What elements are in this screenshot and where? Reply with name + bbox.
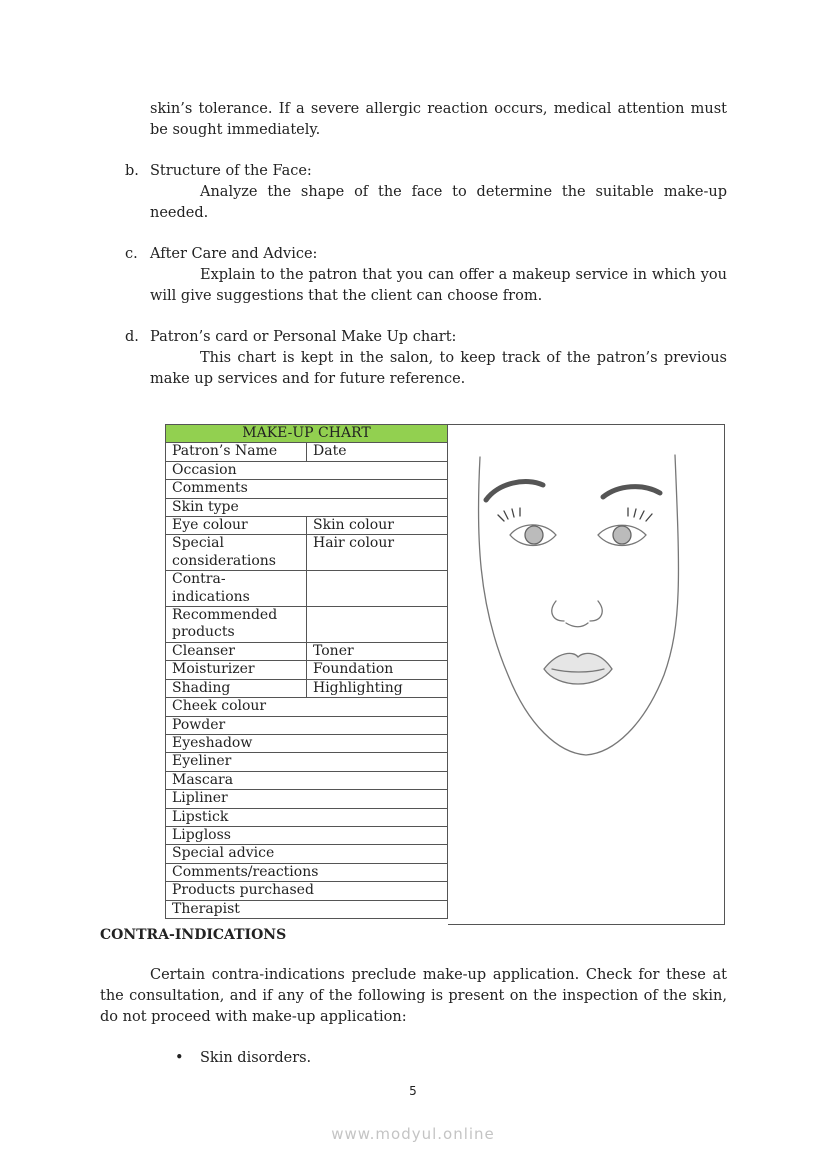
chart-cell: Cleanser: [166, 642, 307, 660]
contra-paragraph: Certain contra-indications preclude make-up application. Check for these at the consultation, and if any of the following is present on the inspection of the skin, do not proceed with make-up application:: [100, 967, 727, 1025]
chart-row: [166, 900, 448, 918]
chart-cell: Contra-indications: [166, 571, 307, 607]
chart-cell: Lipgloss: [166, 826, 448, 844]
chart-cell: Lipliner: [166, 790, 448, 808]
chart-cell: Skin type: [166, 498, 448, 516]
chart-cell: Skin colour: [307, 517, 448, 535]
chart-cell: Foundation: [307, 661, 448, 679]
chart-cell: [307, 571, 448, 607]
chart-cell: Date: [307, 443, 448, 461]
chart-row: [166, 498, 448, 516]
makeup-chart-table: [165, 424, 448, 919]
chart-row: [166, 535, 448, 571]
chart-cell: Cheek colour: [166, 698, 448, 716]
watermark: www.modyul.online: [331, 1125, 495, 1143]
chart-cell: Comments: [166, 480, 448, 498]
chart-row: [166, 826, 448, 844]
chart-cell: Highlighting: [307, 679, 448, 697]
face-outline: [478, 455, 678, 755]
item-title: After Care and Advice:: [150, 246, 318, 262]
chart-cell: Special advice: [166, 845, 448, 863]
intro-paragraph: skin’s tolerance. If a severe allergic reaction occurs, medical attention must be sought immediately.: [150, 101, 727, 138]
chart-cell: Lipstick: [166, 808, 448, 826]
chart-header-row: [166, 425, 448, 443]
chart-cell: Patron’s Name: [166, 443, 307, 461]
left-lashes: [498, 508, 520, 521]
chart-row: [166, 771, 448, 789]
chart-cell: Special considerations: [166, 535, 307, 571]
chart-row: [166, 661, 448, 679]
chart-row: [166, 845, 448, 863]
chart-row: [166, 790, 448, 808]
chart-row: [166, 443, 448, 461]
chart-row: [166, 863, 448, 881]
chart-cell: Eyeliner: [166, 753, 448, 771]
chart-row: [166, 679, 448, 697]
chart-cell: Hair colour: [307, 535, 448, 571]
item-letter: b.: [125, 163, 139, 179]
right-eyebrow: [603, 487, 660, 497]
chart-row: [166, 753, 448, 771]
chart-cell: Therapist: [166, 900, 448, 918]
right-iris: [613, 526, 631, 544]
bullet-item: [175, 1048, 311, 1069]
page-number: 5: [409, 1084, 417, 1098]
chart-row: [166, 734, 448, 752]
chart-row: [166, 461, 448, 479]
item-title: Structure of the Face:: [150, 163, 312, 179]
chart-cell: Mascara: [166, 771, 448, 789]
bullet-dot: •: [175, 1050, 184, 1066]
face-drawing: [448, 425, 724, 924]
chart-row: [166, 808, 448, 826]
right-lashes: [628, 508, 652, 521]
bullet-text: Skin disorders.: [200, 1050, 312, 1066]
chart-cell: Eyeshadow: [166, 734, 448, 752]
chart-row: [166, 698, 448, 716]
chart-row: [166, 480, 448, 498]
chart-cell: Recommended products: [166, 607, 307, 643]
chart-cell: [307, 607, 448, 643]
left-iris: [525, 526, 543, 544]
item-title: Patron’s card or Personal Make Up chart:: [150, 329, 457, 345]
chart-row: [166, 571, 448, 607]
face-diagram: [448, 424, 725, 925]
chart-cell: Eye colour: [166, 517, 307, 535]
chart-row: [166, 517, 448, 535]
chart-cell: Powder: [166, 716, 448, 734]
chart-row: [166, 642, 448, 660]
item-letter: c.: [125, 246, 138, 262]
item-body: This chart is kept in the salon, to keep track of the patron’s previous make up services and for future reference.: [150, 350, 727, 387]
lips: [544, 653, 612, 684]
chart-cell: Comments/reactions: [166, 863, 448, 881]
chart-row: [166, 607, 448, 643]
chart-row: [166, 716, 448, 734]
chart-cell: Occasion: [166, 461, 448, 479]
chart-cell: Shading: [166, 679, 307, 697]
chart-cell: Products purchased: [166, 882, 448, 900]
left-eyebrow: [486, 481, 543, 500]
item-letter: d.: [125, 329, 139, 345]
chart-cell: Moisturizer: [166, 661, 307, 679]
contra-indications-heading: CONTRA-INDICATIONS: [100, 927, 287, 943]
nose: [552, 601, 602, 627]
item-body: Analyze the shape of the face to determine the suitable make-up needed.: [150, 184, 727, 221]
chart-cell: Toner: [307, 642, 448, 660]
chart-title: MAKE-UP CHART: [166, 425, 448, 443]
chart-row: [166, 882, 448, 900]
item-body: Explain to the patron that you can offer a makeup service in which you will give suggestions that the client can choose from.: [150, 267, 727, 304]
